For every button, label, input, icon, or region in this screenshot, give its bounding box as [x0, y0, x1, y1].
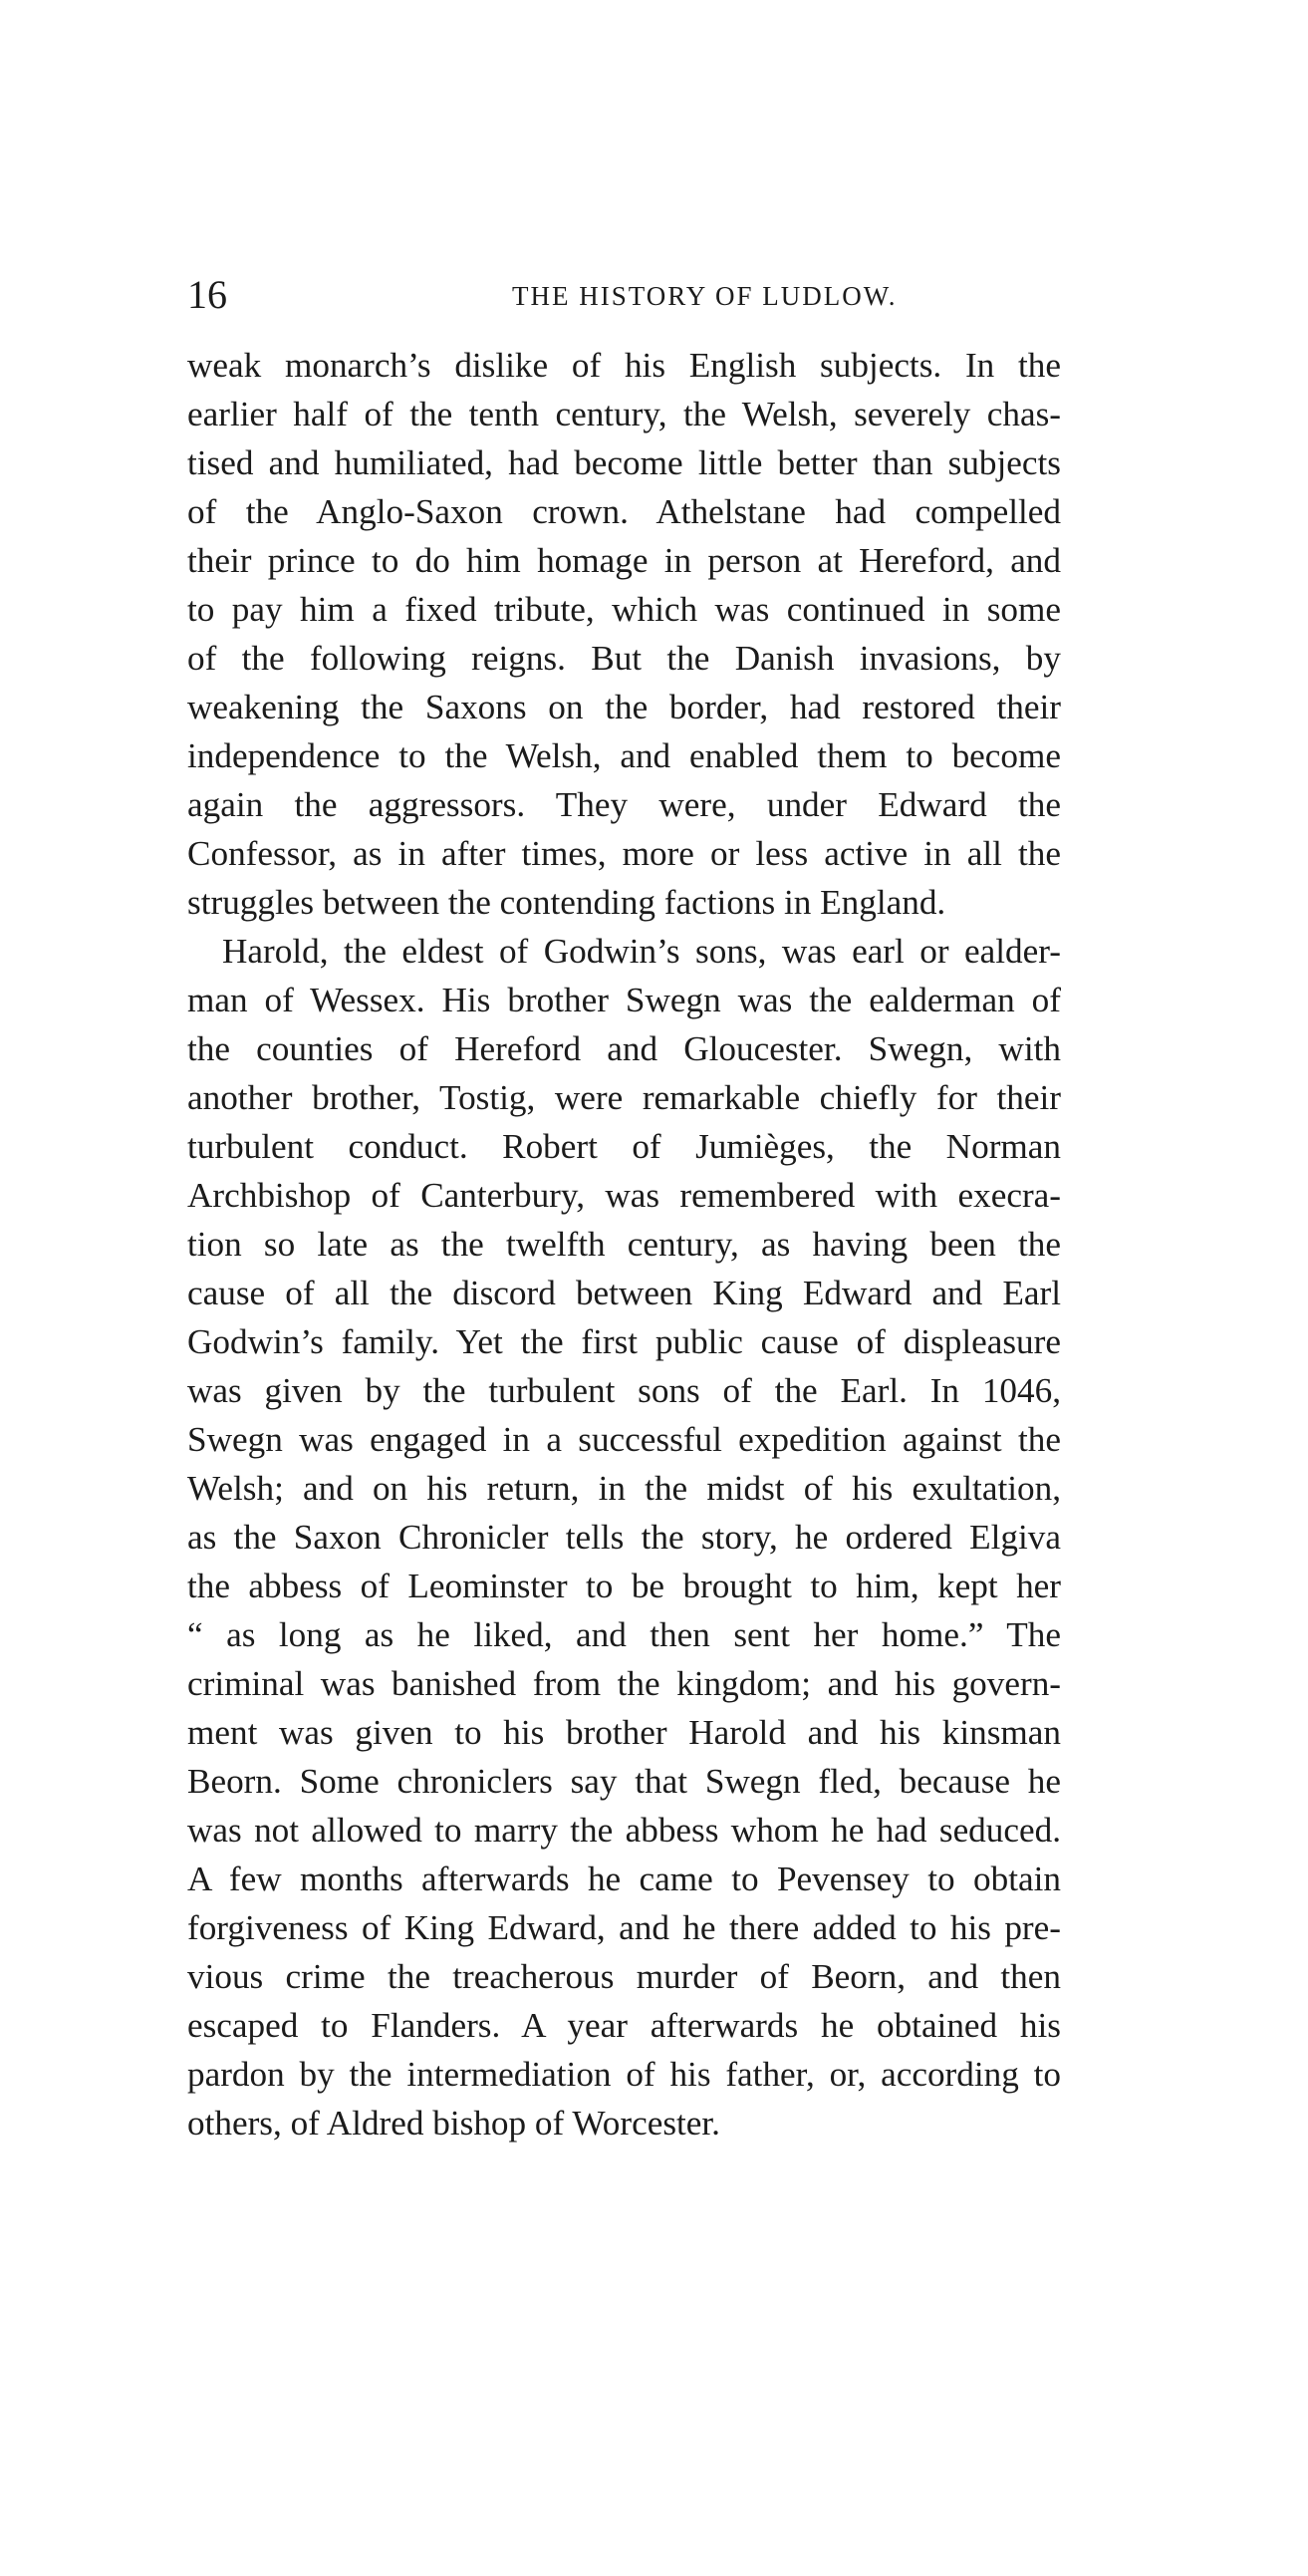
- text-line: of the Anglo-Saxon crown. Athelstane had compelled: [187, 492, 1061, 531]
- text-line: Welsh; and on his return, in the midst of his exultation,: [187, 1469, 1061, 1508]
- running-title: THE HISTORY OF LUDLOW.: [512, 281, 898, 311]
- text-line: man of Wessex. His brother Swegn was the ealderman of: [187, 981, 1061, 1019]
- text-line: the counties of Hereford and Gloucester. Swegn, with: [187, 1029, 1061, 1068]
- text-line: turbulent conduct. Robert of Jumièges, the Norman: [187, 1127, 1061, 1166]
- text-line: others, of Aldred bishop of Worcester.: [187, 2104, 720, 2143]
- text-line: tion so late as the twelfth century, as having been the: [187, 1225, 1061, 1264]
- text-line: was not allowed to marry the abbess whom he had seduced.: [187, 1811, 1061, 1850]
- text-line: again the aggressors. They were, under Edward the: [187, 785, 1061, 824]
- text-line: weakening the Saxons on the border, had restored their: [187, 688, 1061, 726]
- text-line: ment was given to his brother Harold and his kinsman: [187, 1713, 1061, 1752]
- page-number: 16: [187, 272, 227, 317]
- text-line: Beorn. Some chroniclers say that Swegn fled, because he: [187, 1762, 1061, 1801]
- text-line: Confessor, as in after times, more or less active in all the: [187, 834, 1061, 873]
- text-line: was given by the turbulent sons of the Earl. In 1046,: [187, 1371, 1061, 1410]
- text-line: tised and humiliated, had become little better than subjects: [187, 443, 1061, 482]
- text-line: vious crime the treacherous murder of Beorn, and then: [187, 1957, 1061, 1996]
- text-line: to pay him a fixed tribute, which was continued in some: [187, 590, 1061, 629]
- text-line: of the following reigns. But the Danish invasions, by: [187, 639, 1061, 678]
- text-line: weak monarch’s dislike of his English subjects. In the: [187, 346, 1061, 385]
- text-line: “ as long as he liked, and then sent her home.” The: [187, 1615, 1061, 1654]
- text-line: forgiveness of King Edward, and he there added to his pre-: [187, 1908, 1061, 1947]
- paragraph-start-line: Harold, the eldest of Godwin’s sons, was earl or ealder-: [222, 932, 1061, 971]
- text-line: independence to the Welsh, and enabled them to become: [187, 736, 1061, 775]
- text-line: as the Saxon Chronicler tells the story, he ordered Elgiva: [187, 1518, 1061, 1557]
- text-line: Archbishop of Canterbury, was remembered with execra-: [187, 1176, 1061, 1215]
- text-line: criminal was banished from the kingdom; and his govern-: [187, 1664, 1061, 1703]
- text-line: struggles between the contending factions in England.: [187, 883, 946, 922]
- running-head: [187, 271, 1061, 319]
- text-line: Godwin’s family. Yet the first public cause of displeasure: [187, 1322, 1061, 1361]
- text-line: earlier half of the tenth century, the Welsh, severely chas-: [187, 395, 1061, 433]
- text-line: A few months afterwards he came to Pevensey to obtain: [187, 1860, 1061, 1898]
- text-line: the abbess of Leominster to be brought to him, kept her: [187, 1567, 1061, 1605]
- text-line: cause of all the discord between King Edward and Earl: [187, 1274, 1061, 1312]
- text-line: Swegn was engaged in a successful expedition against the: [187, 1420, 1061, 1459]
- text-line: escaped to Flanders. A year afterwards he obtained his: [187, 2006, 1061, 2045]
- body-text: [187, 341, 1061, 2147]
- text-line: pardon by the intermediation of his father, or, according to: [187, 2055, 1061, 2094]
- text-line: their prince to do him homage in person at Hereford, and: [187, 541, 1061, 580]
- text-line: another brother, Tostig, were remarkable chiefly for their: [187, 1078, 1061, 1117]
